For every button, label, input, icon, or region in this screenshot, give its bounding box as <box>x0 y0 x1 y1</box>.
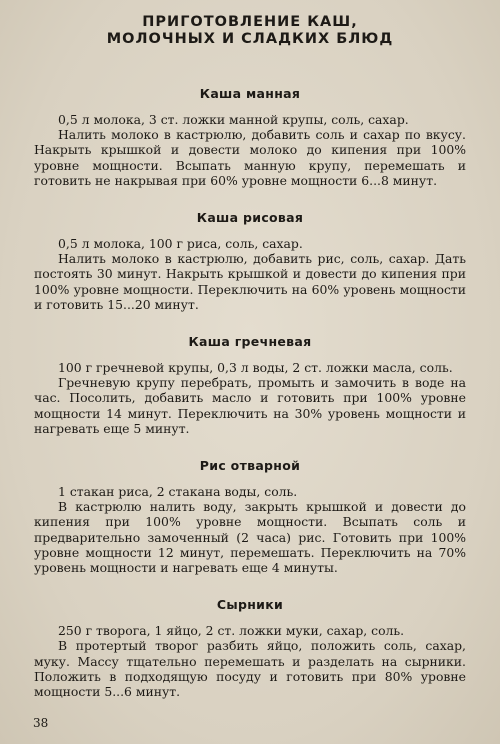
recipe-buckwheat <box>34 334 466 436</box>
recipe-method: В кастрюлю налить воду, закрыть крышкой и довести до кипения при 100% уровне мощности. Всыпать соль и предварительно замоченный (2 часа) рис. Готовить при 100% уровне мощности 12 минут, перемешать. Переключить на 70% уровень мощности и нагревать еще 4 минуты. <box>34 499 466 576</box>
recipe-method: Налить молоко в кастрюлю, добавить соль и сахар по вкусу. Накрыть крышкой и довести молоко до кипения при 100% уровне мощности. Всыпать манную крупу, перемешать и готовить не накрывая при 60% уровне мощности 6...8 минут. <box>34 127 466 188</box>
recipe-heading: Каша гречневая <box>188 334 312 350</box>
recipe-ingredients: 0,5 л молока, 100 г риса, соль, сахар. <box>58 236 303 252</box>
recipe-ingredients: 0,5 л молока, 3 ст. ложки манной крупы, соль, сахар. <box>58 112 409 127</box>
recipe-ingredients: 250 г творога, 1 яйцо, 2 ст. ложки муки, сахар, соль. <box>58 623 405 639</box>
page-title <box>34 14 466 48</box>
recipe-heading: Сырники <box>216 597 284 613</box>
recipe-boiled-rice <box>34 458 466 575</box>
recipe-ingredients: 1 стакан риса, 2 стакана воды, соль. <box>58 484 298 500</box>
page-number: 38 <box>33 716 49 730</box>
recipe-heading: Каша рисовая <box>196 210 304 226</box>
recipe-method: Налить молоко в кастрюлю, добавить рис, соль, сахар. Дать постоять 30 минут. Накрыть крышкой и довести до кипения при 100% уровне мощности. Переключить на 60% уровень мощности и готовить 15...20 минут. <box>34 251 466 312</box>
recipe-syrniki <box>34 597 466 699</box>
recipe-ingredients: 100 г гречневой крупы, 0,3 л воды, 2 ст. ложки масла, соль. <box>58 360 453 376</box>
page-title-line-1: ПРИГОТОВЛЕНИЕ КАШ, <box>142 14 358 30</box>
recipe-semolina <box>34 86 466 188</box>
recipe-heading: Рис отварной <box>199 458 301 474</box>
recipe-heading: Каша манная <box>199 86 301 101</box>
recipe-method: Гречневую крупу перебрать, промыть и замочить в воде на час. Посолить, добавить масло и готовить при 100% уровне мощности 14 минут. Переключить на 30% уровень мощности и нагревать еще 5 минут. <box>34 375 466 436</box>
page-title-line-2: МОЛОЧНЫХ И СЛАДКИХ БЛЮД <box>106 31 394 47</box>
recipe-method: В протертый творог разбить яйцо, положить соль, сахар, муку. Массу тщательно перемешать и разделать на сырники. Положить в подходящую посуду и готовить при 80% уровне мощности 5...6 минут. <box>34 638 466 700</box>
recipe-rice-porridge <box>34 210 466 312</box>
